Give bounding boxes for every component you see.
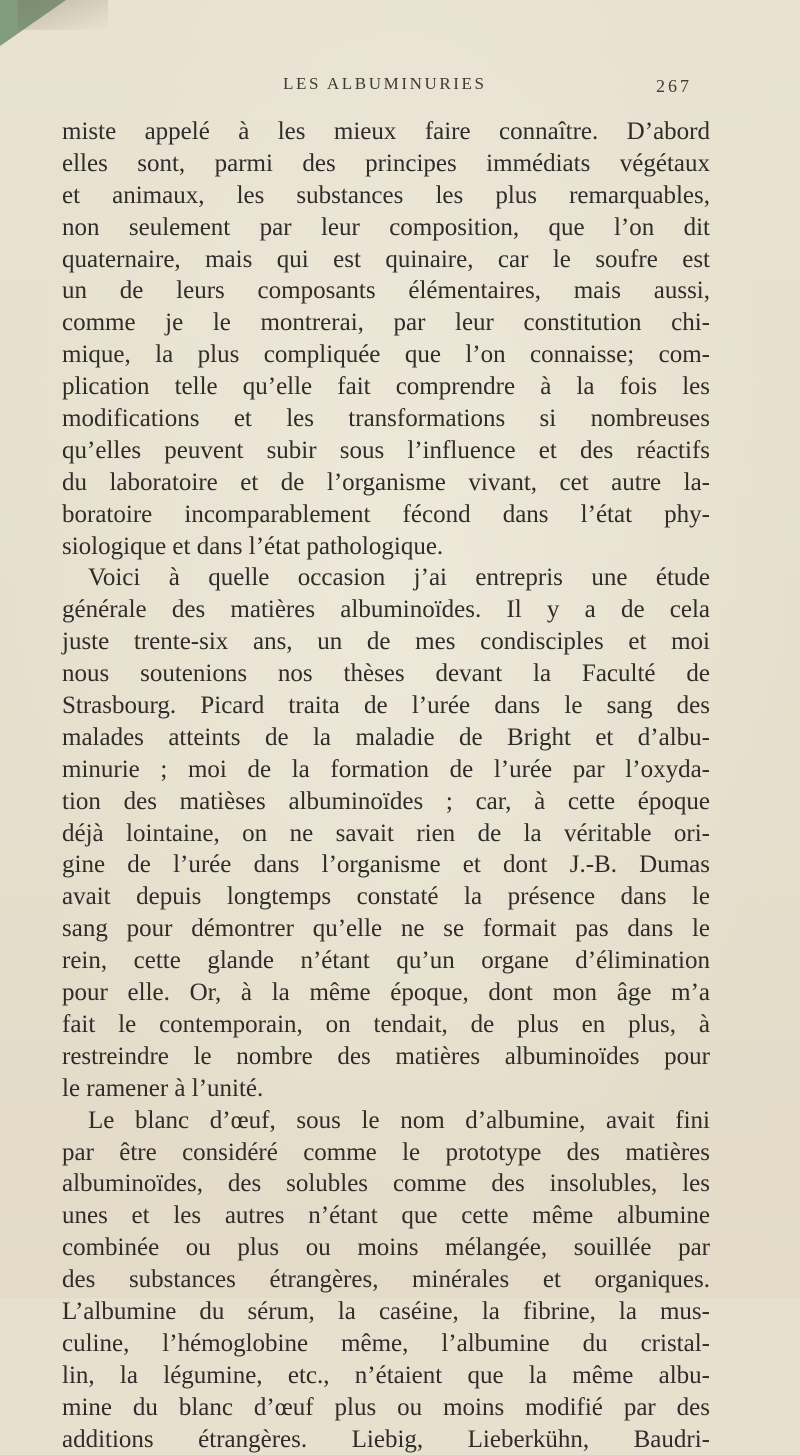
- text-line: lin, la légumine, etc., n’étaient que la même albu-: [62, 1361, 710, 1389]
- text-line: Le blanc d’œuf, sous le nom d’albumine, avait fini: [88, 1106, 710, 1134]
- text-line: un de leurs composants élémentaires, mais aussi,: [62, 277, 710, 305]
- text-line: unes et les autres n’étant que cette même albumine: [62, 1202, 710, 1230]
- text-line: additions étrangères. Liebig, Lieberkühn, Baudri-: [62, 1425, 710, 1453]
- text-line: albuminoïdes, des solubles comme des insolubles, les: [62, 1170, 710, 1198]
- text-line: restreindre le nombre des matières albuminoïdes pour: [62, 1042, 710, 1070]
- text-line: par être considéré comme le prototype des matières: [62, 1138, 710, 1166]
- text-line: malades atteints de la maladie de Bright et d’albu-: [62, 723, 710, 751]
- running-title: LES ALBUMINURIES: [283, 74, 487, 93]
- text-line: du laboratoire et de l’organisme vivant, cet autre la-: [62, 468, 710, 496]
- text-line: générale des matières albuminoïdes. Il y a de cela: [62, 596, 710, 624]
- text-line: quaternaire, mais qui est quinaire, car le soufre est: [62, 245, 710, 273]
- text-line: et animaux, les substances les plus remarquables,: [62, 181, 710, 209]
- page-corner-shadow: [18, 0, 108, 30]
- text-line: le ramener à l’unité.: [62, 1074, 264, 1102]
- text-line: qu’elles peuvent subir sous l’influence et des réactifs: [62, 436, 710, 464]
- text-line: mique, la plus compliquée que l’on connaisse; com-: [62, 341, 710, 369]
- text-line: non seulement par leur composition, que l’on dit: [62, 213, 710, 241]
- page-number: 267: [656, 76, 692, 96]
- text-line: modifications et les transformations si nombreuses: [62, 405, 710, 433]
- text-line: avait depuis longtemps constaté la présence dans le: [62, 883, 710, 911]
- text-line: comme je le montrerai, par leur constitution chi-: [62, 309, 710, 337]
- text-line: pour elle. Or, à la même époque, dont mon âge m’a: [62, 979, 710, 1007]
- running-header: [0, 74, 800, 100]
- text-line: des substances étrangères, minérales et organiques.: [62, 1266, 710, 1294]
- text-line: fait le contemporain, on tendait, de plus en plus, à: [62, 1010, 710, 1038]
- text-line: sang pour démontrer qu’elle ne se formait pas dans le: [62, 915, 710, 943]
- text-line: nous soutenions nos thèses devant la Faculté de: [62, 660, 710, 688]
- text-line: minurie ; moi de la formation de l’urée par l’oxyda-: [62, 755, 710, 783]
- text-line: siologique et dans l’état pathologique.: [62, 532, 444, 560]
- text-line: elles sont, parmi des principes immédiats végétaux: [62, 149, 710, 177]
- text-line: miste appelé à les mieux faire connaître. D’abord: [62, 118, 710, 145]
- text-line: juste trente-six ans, un de mes condisciples et moi: [62, 628, 710, 656]
- text-line: mine du blanc d’œuf plus ou moins modifié par des: [62, 1393, 710, 1421]
- body-text: [62, 116, 710, 1455]
- text-line: boratoire incomparablement fécond dans l’état phy-: [62, 500, 710, 528]
- text-line: rein, cette glande n’étant qu’un organe d’élimination: [62, 947, 710, 975]
- text-line: plication telle qu’elle fait comprendre à la fois les: [62, 373, 710, 401]
- text-line: culine, l’hémoglobine même, l’albumine du cristal-: [62, 1329, 710, 1357]
- text-line: Voici à quelle occasion j’ai entrepris une étude: [88, 564, 710, 592]
- text-line: gine de l’urée dans l’organisme et dont J.-B. Dumas: [62, 851, 710, 879]
- text-line: Strasbourg. Picard traita de l’urée dans le sang des: [62, 692, 710, 720]
- text-line: L’albumine du sérum, la caséine, la fibrine, la mus-: [62, 1297, 710, 1325]
- text-line: déjà lointaine, on ne savait rien de la véritable ori-: [62, 819, 710, 847]
- text-line: tion des matièses albuminoïdes ; car, à cette époque: [62, 787, 710, 815]
- text-line: combinée ou plus ou moins mélangée, souillée par: [62, 1234, 710, 1262]
